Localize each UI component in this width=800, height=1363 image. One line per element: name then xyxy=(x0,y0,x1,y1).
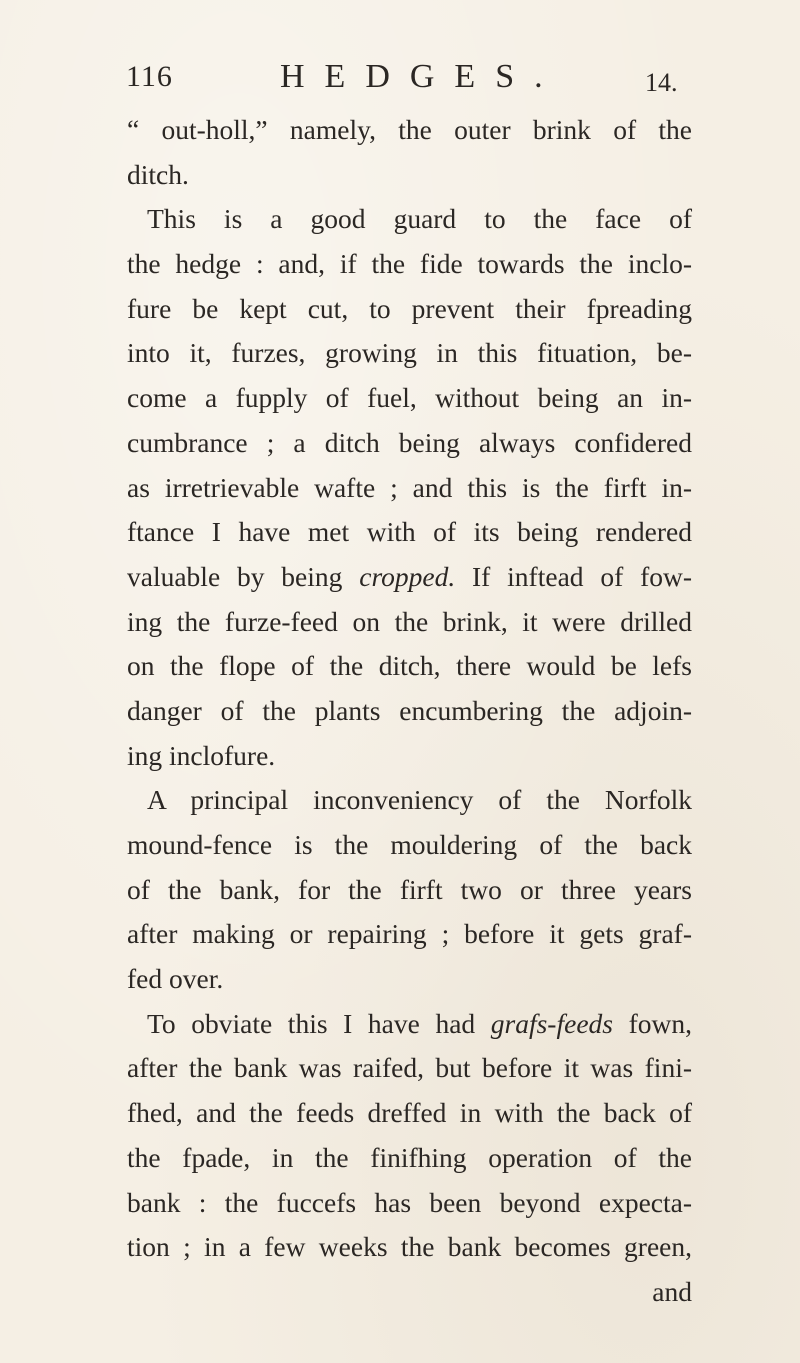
text-run: the fpade, in the finifhing operation of the xyxy=(127,1141,692,1173)
text-run: as irretrievable wafte ; and this is the firft in- xyxy=(127,471,692,503)
text-line xyxy=(127,510,692,555)
text-run: valuable by being xyxy=(127,560,360,592)
text-run: the hedge : and, if the fide towards the inclo- xyxy=(127,248,692,280)
text-run: cumbrance ; a ditch being always confidered xyxy=(127,426,692,458)
text-run: into it, furzes, growing in this fituation, be- xyxy=(127,337,692,369)
italic-run: grafs-feeds xyxy=(490,1007,613,1039)
text-run: after the bank was raifed, but before it was fini- xyxy=(127,1052,692,1084)
text-line xyxy=(127,1181,692,1226)
text-run: mound-fence is the mouldering of the back xyxy=(127,829,692,860)
text-line xyxy=(127,287,692,332)
text-line xyxy=(127,331,692,376)
text-line xyxy=(127,1136,692,1181)
text-run: This is a good guard to the face of xyxy=(147,203,692,235)
text-line xyxy=(127,153,692,198)
text-run: ftance I have met with of its being rendered xyxy=(127,516,692,548)
text-run: ing the furze-feed on the brink, it were drilled xyxy=(127,605,692,637)
text-line xyxy=(127,912,692,957)
text-run: and xyxy=(652,1275,692,1307)
signature-mark: 14. xyxy=(645,68,678,97)
text-run: on the flope of the ditch, there would be lefs xyxy=(127,650,692,682)
body-text xyxy=(127,108,692,1315)
text-line xyxy=(127,644,692,689)
text-line xyxy=(127,600,692,645)
text-line xyxy=(127,555,692,600)
text-run: If inftead of fow- xyxy=(455,560,693,592)
page-header xyxy=(0,58,800,102)
text-run: of the bank, for the firft two or three years xyxy=(127,873,692,905)
text-run: tion ; in a few weeks the bank becomes green, xyxy=(127,1231,692,1263)
text-line xyxy=(127,823,692,868)
text-run: fure be kept cut, to prevent their fpreading xyxy=(127,292,692,324)
text-line xyxy=(127,868,692,913)
text-line xyxy=(127,242,692,287)
text-run: after making or repairing ; before it gets graf- xyxy=(127,918,692,950)
text-line xyxy=(127,734,692,779)
text-line xyxy=(127,421,692,466)
text-run: ditch. xyxy=(127,158,189,190)
text-run: fed over. xyxy=(127,963,224,995)
text-line xyxy=(127,778,692,823)
text-run: “ out-holl,” namely, the outer brink of the xyxy=(127,114,692,145)
text-line xyxy=(127,1046,692,1091)
page-number: 116 xyxy=(126,60,173,93)
italic-run: cropped. xyxy=(359,560,456,592)
running-title: HEDGES. xyxy=(280,58,563,95)
text-run: A principal inconveniency of the Norfolk xyxy=(147,784,692,816)
text-line xyxy=(127,466,692,511)
text-line xyxy=(127,1270,692,1315)
text-line xyxy=(127,108,692,153)
text-run: bank : the fuccefs has been beyond expecta- xyxy=(127,1186,692,1218)
text-line xyxy=(127,1225,692,1270)
text-run: To obviate this I have had xyxy=(147,1007,491,1039)
text-run: come a fupply of fuel, without being an in- xyxy=(127,382,692,414)
text-line xyxy=(127,689,692,734)
text-run: fown, xyxy=(612,1007,692,1039)
text-line xyxy=(127,376,692,421)
text-line xyxy=(127,197,692,242)
text-line xyxy=(127,1091,692,1136)
text-run: danger of the plants encumbering the adjoin- xyxy=(127,694,692,726)
text-run: fhed, and the feeds dreffed in with the back of xyxy=(127,1097,692,1129)
text-line xyxy=(127,1002,692,1047)
text-line xyxy=(127,957,692,1002)
text-run: ing inclofure. xyxy=(127,739,276,771)
